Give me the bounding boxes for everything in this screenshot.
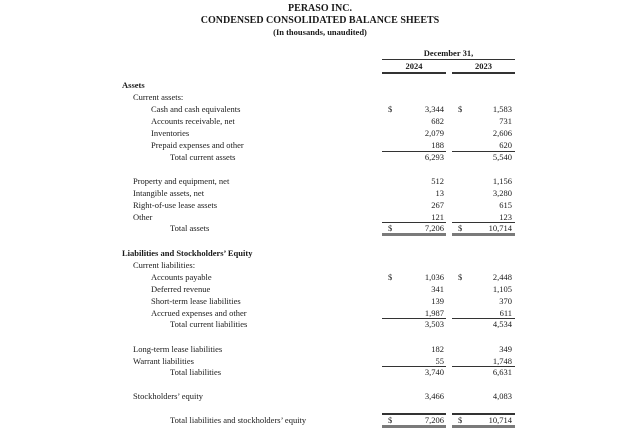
divider	[382, 72, 446, 74]
row-label: Deferred revenue	[151, 284, 211, 294]
row-label: Cash and cash equivalents	[151, 104, 241, 114]
row-label: Total liabilities	[170, 367, 222, 377]
value-2024: 1,987	[424, 308, 444, 318]
value-2023: 4,083	[492, 391, 512, 401]
value-2023: 10,714	[488, 223, 512, 233]
value-2024: 6,293	[424, 152, 444, 162]
currency-symbol: $	[458, 272, 463, 282]
row-label: Warrant liabilities	[133, 356, 194, 366]
value-2024: 139	[431, 296, 444, 306]
row-label: Property and equipment, net	[133, 176, 230, 186]
value-2024: 55	[435, 356, 444, 366]
subheading-current-assets: Current assets:	[133, 92, 184, 102]
value-2024: 2,079	[424, 128, 444, 138]
double-underline	[382, 233, 446, 236]
section-heading-assets: Assets	[122, 80, 145, 90]
column-header-2024: 2024	[405, 61, 423, 71]
column-header-2023: 2023	[475, 61, 492, 71]
value-2024: 341	[431, 284, 444, 294]
value-2023: 5,540	[492, 152, 512, 162]
currency-symbol: $	[388, 223, 393, 233]
value-2024: 7,206	[424, 415, 444, 425]
value-2023: 2,448	[492, 272, 512, 282]
divider	[452, 72, 515, 74]
row-label: Intangible assets, net	[133, 188, 205, 198]
value-2024: 13	[435, 188, 444, 198]
value-2023: 731	[499, 116, 512, 126]
row-label: Total assets	[170, 223, 210, 233]
currency-symbol: $	[388, 415, 393, 425]
double-underline	[382, 425, 446, 428]
row-label: Accounts payable	[151, 272, 212, 282]
value-2024: 267	[431, 200, 444, 210]
divider	[382, 59, 515, 60]
column-group-header: December 31,	[423, 48, 474, 58]
subheading-current-liabilities: Current liabilities:	[133, 260, 196, 270]
value-2023: 6,631	[492, 367, 512, 377]
row-label: Total current liabilities	[170, 319, 248, 329]
value-2023: 2,606	[492, 128, 512, 138]
value-2023: 1,583	[492, 104, 512, 114]
section-heading-liabilities: Liabilities and Stockholders’ Equity	[122, 248, 253, 258]
row-label: Other	[133, 212, 153, 222]
value-2023: 370	[499, 296, 512, 306]
value-2024: 682	[431, 116, 444, 126]
value-2024: 3,344	[424, 104, 444, 114]
currency-symbol: $	[458, 415, 463, 425]
value-2023: 4,534	[492, 319, 512, 329]
row-label: Long-term lease liabilities	[133, 344, 223, 354]
statement-subtitle: (In thousands, unaudited)	[273, 27, 367, 37]
value-2024: 188	[431, 140, 444, 150]
row-label: Inventories	[151, 128, 190, 138]
value-2023: 1,105	[492, 284, 512, 294]
company-name: PERASO INC.	[288, 3, 352, 14]
value-2024: 7,206	[424, 223, 444, 233]
value-2024: 3,503	[424, 319, 444, 329]
row-label: Total liabilities and stockholders’ equity	[170, 415, 307, 425]
value-2023: 3,280	[492, 188, 512, 198]
value-2023: 615	[499, 200, 512, 210]
currency-symbol: $	[388, 272, 393, 282]
row-label: Right-of-use lease assets	[133, 200, 218, 210]
row-label: Accounts receivable, net	[151, 116, 235, 126]
row-label: Accrued expenses and other	[151, 308, 247, 318]
row-label: Prepaid expenses and other	[151, 140, 244, 150]
value-2024: 3,466	[424, 391, 444, 401]
statement-title: CONDENSED CONSOLIDATED BALANCE SHEETS	[200, 15, 440, 26]
value-2023: 1,156	[492, 176, 512, 186]
value-2024: 121	[431, 212, 444, 222]
currency-symbol: $	[458, 223, 463, 233]
value-2023: 1,748	[492, 356, 512, 366]
currency-symbol: $	[388, 104, 393, 114]
value-2023: 611	[499, 308, 512, 318]
value-2023: 349	[499, 344, 512, 354]
double-underline	[452, 233, 515, 236]
currency-symbol: $	[458, 104, 463, 114]
value-2023: 620	[499, 140, 512, 150]
value-2023: 10,714	[488, 415, 512, 425]
value-2024: 1,036	[424, 272, 444, 282]
value-2024: 512	[431, 176, 444, 186]
row-label: Total current assets	[170, 152, 236, 162]
value-2024: 182	[431, 344, 444, 354]
value-2024: 3,740	[424, 367, 444, 377]
row-label: Stockholders’ equity	[133, 391, 203, 401]
double-underline	[452, 425, 515, 428]
value-2023: 123	[499, 212, 512, 222]
row-label: Short-term lease liabilities	[151, 296, 241, 306]
